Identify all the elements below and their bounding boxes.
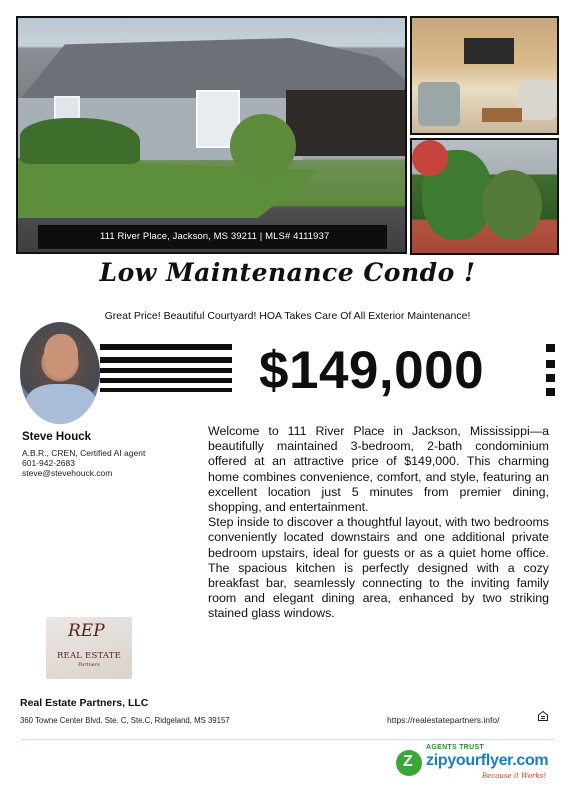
description-paragraph: Welcome to 111 River Place in Jackson, Mississippi—a beautifully maintained 3-bedroom, 2-bath condominium offered at an attractive price of $149,000. This charming home combines convenience, comfort, and style, featuring an excellent location just 5 minutes from premier dining, shopping, and entertainment.	[208, 424, 549, 515]
photo-bush	[230, 114, 296, 178]
avatar-face	[44, 334, 78, 378]
photo-bush	[20, 118, 140, 164]
logo-subtext: Partners	[78, 662, 100, 668]
zipyourflyer-logo[interactable]	[396, 742, 556, 786]
zipyourflyer-tagline: Because it Works!	[482, 772, 547, 780]
price: $149,000	[259, 341, 485, 400]
photo-caption: 111 River Place, Jackson, MS 39211 | MLS# 4111937	[38, 225, 387, 249]
headline: Low Maintenance Condo !	[99, 258, 476, 287]
agent-avatar	[20, 322, 100, 424]
logo-text: REAL ESTATE	[56, 651, 122, 661]
zipyourflyer-brand: zipyourflyer.com	[426, 752, 549, 769]
equal-housing-icon	[538, 711, 548, 721]
photo-plant	[482, 170, 542, 240]
photo-sofa	[518, 80, 556, 120]
logo-monogram: REP	[68, 621, 105, 641]
photo-flower	[412, 140, 448, 176]
exterior-photo	[16, 16, 407, 254]
agent-email: steve@stevehouck.com	[22, 468, 113, 478]
photo-tv	[464, 38, 514, 64]
photo-sofa	[418, 82, 460, 126]
photo-carport	[286, 90, 407, 156]
agents-trust-label: AGENTS TRUST	[426, 744, 485, 751]
zipyourflyer-badge-icon	[396, 750, 422, 776]
photo-table	[482, 108, 522, 122]
company-name: Real Estate Partners, LLC	[20, 697, 149, 709]
footer-divider	[22, 739, 554, 740]
living-room-photo	[410, 16, 559, 135]
agent-phone: 601-942-2683	[22, 458, 75, 468]
brokerage-logo	[46, 617, 132, 679]
subheadline: Great Price! Beautiful Courtyard! HOA Takes Care Of All Exterior Maintenance!	[104, 310, 471, 322]
avatar-shirt	[26, 384, 96, 424]
company-address: 360 Towne Center Blvd. Ste. C, Ste.C, Ridgeland, MS 39157	[20, 716, 230, 725]
price-stripes-right	[546, 344, 555, 396]
agent-name: Steve Houck	[22, 431, 92, 443]
agent-credentials: A.B.R., CREN, Certified AI agent	[22, 448, 146, 458]
company-website-link[interactable]: https://realestatepartners.info/	[387, 715, 500, 725]
courtyard-photo	[410, 138, 559, 255]
description-paragraph: Step inside to discover a thoughtful layout, with two bedrooms conveniently located downstairs and one additional private bedroom upstairs, ideal for guests or as a quiet home office. The spacious kitchen is perfectly designed with a cozy breakfast bar, seamlessly connecting to the inviting family room and elegant dining area, enhanced by two striking stained glass windows.	[208, 515, 549, 621]
price-stripes	[100, 344, 232, 396]
listing-description	[208, 424, 549, 622]
